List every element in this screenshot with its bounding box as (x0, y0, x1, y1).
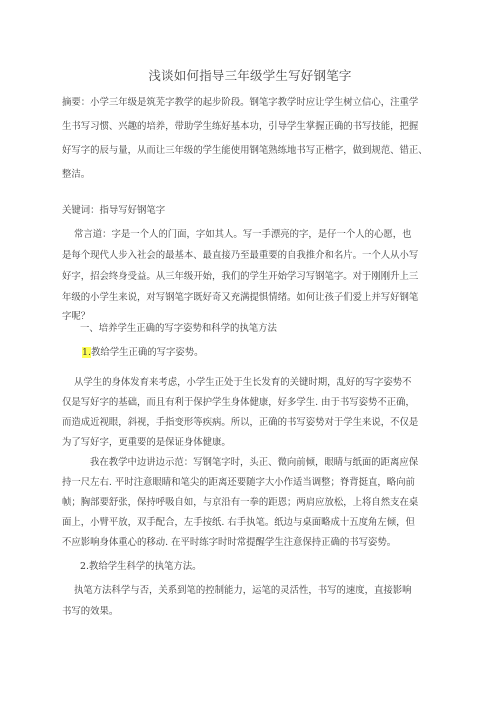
subheading-2 (62, 560, 440, 574)
keywords-line: 关键词：指导写好钢笔字 (62, 205, 166, 216)
intro-line: 好字，招会终身受益。从三年级开始，我们的学生开始学习写钢笔字。对于刚刚升上三 (62, 271, 419, 282)
paragraph-line: 不应影响身体重心的移动. 在平时练字时时常提醒学生注意保持正确的书写姿势。 (62, 537, 397, 548)
intro-line: 年级的小学生来说，对写钢笔字既好奇又充满提惧情绪。如何让孩子们爱上并写好钢笔 (62, 292, 419, 303)
paragraph-line: 持一尺左右. 平时注意眼睛和笔尖的距离还要随字大小作适当调整；脊背挺直，略向前 (62, 477, 415, 488)
paragraph-line: 帧；胸部要舒张，保持呼吸自如，与京沿有一拳的距恩；两肩应放松，上将自然支在桌 (62, 497, 419, 508)
abstract-line: 摘要：小学三年级是筑芜字教学的起步阶段。钢笔字教学时应让学生树立信心，注重学 (62, 97, 419, 108)
paragraph-line: 从学生的身体发育来考虑，小学生正处于生长发育的关键时期，乱好的写字姿势不 (74, 377, 412, 388)
highlight-mark: 1. (82, 347, 91, 358)
page-title: 浅谈如何指导三年级学生写好钢笔字 (148, 68, 352, 83)
paragraph-line: 面上，小臂平放，双手配合，左手按纸. 右手执笔。纸边与桌面略成十五度角左倾，但 (62, 517, 415, 528)
intro-line: 常言道：字是一个人的门面，字如其人。写一手漂亮的字，是仔一个人的心愿，也 (74, 229, 412, 240)
abstract (62, 96, 440, 190)
intro-line: 字呢？ (62, 311, 91, 322)
paragraph-line: 为了写好字，更重要的是保证身体健康。 (62, 437, 231, 448)
paragraph-line: 执笔方法科学与否，关系到笔的控制能力，运笔的灵活性，书写的速度，直接影响 (74, 585, 412, 596)
paragraph-line: 我在教学中边讲边示范：写钢笔字时，头正、微向前倾，眼睛与纸面的距离应保 (90, 457, 419, 468)
abstract-line: 好写字的辰与量，从而让三年级的学生能使用钢笔熟练地书写正楷字，做到规范、错正、 (62, 145, 428, 156)
paragraph-posture (62, 376, 440, 454)
intro-line: 是每个现代人步入社会的最基本、最直接乃至最重要的自我推介和名片。一个人从小写 (62, 250, 419, 261)
paragraph-line: 而造成近视眼，斜视，手指变形等疾病。所以，正确的书写姿势对于学生来说，不仅是 (62, 417, 419, 428)
paragraph-pen-holding (62, 584, 440, 624)
section-heading (62, 322, 440, 336)
subheading-2-text: 2.教给学生科学的执笔方法。 (80, 561, 202, 572)
section-heading-text: 一、培养学生正确的写字姿势和科学的执笔方法 (80, 323, 277, 334)
subheading-1-text: 教给学生正确的写字姿势。 (90, 347, 204, 358)
subheading-1-line (82, 346, 203, 360)
paragraph-demonstration (62, 456, 440, 554)
paragraph-line: 书写的效果。 (62, 606, 119, 617)
subheading-1 (62, 346, 440, 360)
paragraph-line: 仅是写好字的基础，而且有利于保护学生身体健康，好多学生. 由于书写姿势不正确， (62, 397, 415, 408)
abstract-line: 生书写习惯、兴趣的培养，带助学生练好基本功，引导学生掌握正确的书写技能，把握 (62, 121, 419, 132)
abstract-line: 整洁。 (62, 169, 91, 180)
keywords (62, 204, 440, 218)
